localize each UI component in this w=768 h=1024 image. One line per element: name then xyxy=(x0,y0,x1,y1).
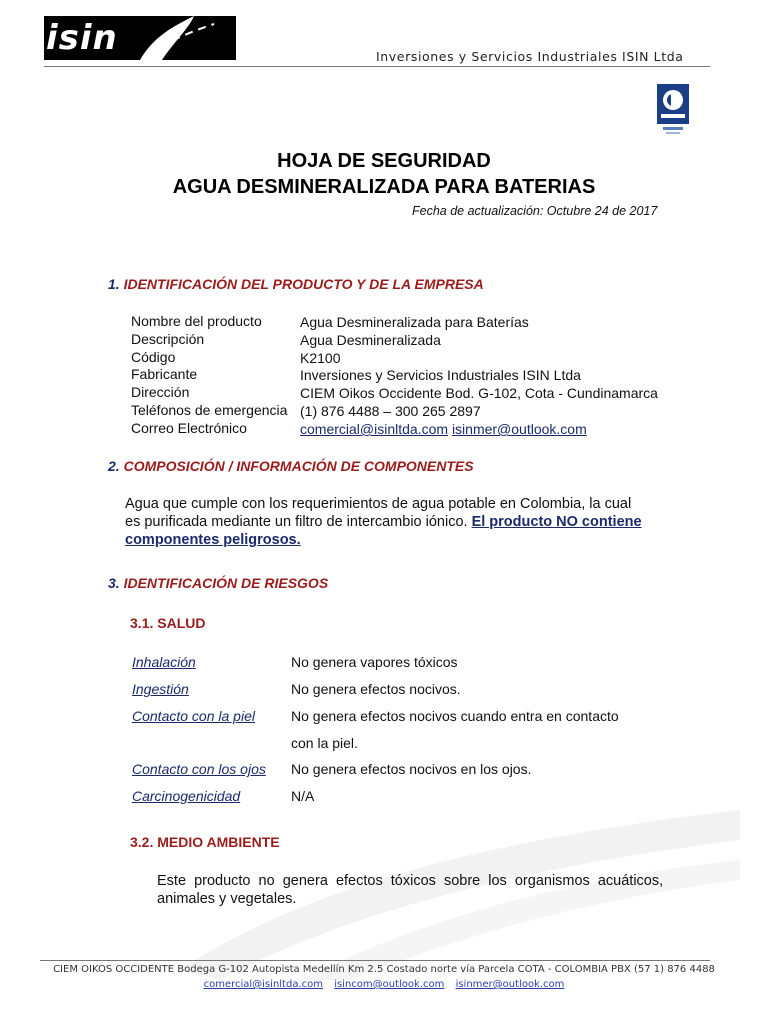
label-description: Descripción xyxy=(131,331,205,347)
label-address: Dirección xyxy=(131,384,190,400)
risk-value-inhalation: No genera vapores tóxicos xyxy=(291,654,458,670)
composition-line-3 xyxy=(125,531,665,549)
risk-value-eye-contact: No genera efectos nocivos en los ojos. xyxy=(291,761,532,777)
value-code: K2100 xyxy=(300,350,341,366)
footer-emails xyxy=(0,979,768,990)
section-1-title: IDENTIFICACIÓN DEL PRODUCTO Y DE LA EMPRESA xyxy=(123,276,484,292)
section-2-number: 2. xyxy=(108,458,120,474)
isin-logo xyxy=(44,16,236,60)
risk-label-ingestion: Ingestión xyxy=(132,681,189,697)
footer-email-comercial[interactable]: comercial@isinltda.com xyxy=(203,979,323,990)
update-date: Fecha de actualización: Octubre 24 de 2017 xyxy=(412,204,658,218)
subsection-environment: 3.2. MEDIO AMBIENTE xyxy=(130,834,280,850)
no-hazard-statement: El producto NO contiene xyxy=(471,514,642,530)
value-address: CIEM Oikos Occidente Bod. G-102, Cota - Cundinamarca xyxy=(300,385,658,401)
risk-value-carcinogenicity: N/A xyxy=(291,788,315,804)
environment-line-1: Este producto no genera efectos tóxicos sobre los organismos acuáticos, xyxy=(157,873,664,889)
product-title: AGUA DESMINERALIZADA PARA BATERIAS xyxy=(172,176,596,198)
risk-label-eye-contact: Contacto con los ojos xyxy=(132,761,266,777)
footer-divider xyxy=(40,960,710,961)
value-emergency-phones: (1) 876 4488 – 300 265 2897 xyxy=(300,403,481,419)
label-emergency-phones: Teléfonos de emergencia xyxy=(131,402,288,418)
composition-paragraph xyxy=(125,495,665,549)
document-title: HOJA DE SEGURIDAD xyxy=(277,150,491,172)
risk-value-skin-contact: No genera efectos nocivos cuando entra en contacto xyxy=(291,708,619,724)
risk-label-inhalation: Inhalación xyxy=(132,654,196,670)
subsection-health: 3.1. SALUD xyxy=(130,615,206,631)
section-3-title: IDENTIFICACIÓN DE RIESGOS xyxy=(123,575,329,591)
value-product-name: Agua Desmineralizada para Baterías xyxy=(300,314,529,330)
section-3-heading xyxy=(108,575,328,591)
risk-value-ingestion: No genera efectos nocivos. xyxy=(291,681,461,697)
section-1-heading xyxy=(108,276,484,292)
section-2-heading xyxy=(108,458,474,474)
footer-email-isinmer[interactable]: isinmer@outlook.com xyxy=(455,979,565,990)
environment-paragraph xyxy=(157,872,667,908)
composition-line-2-text: es purificada mediante un filtro de intercambio iónico. xyxy=(125,514,472,530)
company-name: Inversiones y Servicios Industriales ISIN Ltda xyxy=(376,49,684,64)
label-code: Código xyxy=(131,349,176,365)
email-link-comercial[interactable]: comercial@isinltda.com xyxy=(300,421,449,437)
label-manufacturer: Fabricante xyxy=(131,366,198,382)
value-description: Agua Desmineralizada xyxy=(300,332,441,348)
header-divider xyxy=(44,66,710,67)
email-link-isinmer[interactable]: isinmer@outlook.com xyxy=(451,421,587,437)
risk-label-skin-contact: Contacto con la piel xyxy=(132,708,255,724)
environment-line-2: animales y vegetales. xyxy=(157,891,297,907)
label-email: Correo Electrónico xyxy=(131,420,247,436)
risk-value-skin-contact-cont: con la piel. xyxy=(291,735,358,751)
label-product-name: Nombre del producto xyxy=(131,313,262,329)
footer-address: CIEM OIKOS OCCIDENTE Bodega G-102 Autopista Medellín Km 2.5 Costado norte vía Parcela COTA - COLOMBIA PBX (57 1) 876 4488 xyxy=(53,964,715,975)
logo-text: isin xyxy=(46,18,118,58)
footer-email-isincom[interactable]: isincom@outlook.com xyxy=(334,979,445,990)
section-2-title: COMPOSICIÓN / INFORMACIÓN DE COMPONENTES xyxy=(123,458,474,474)
email-links xyxy=(300,421,587,437)
composition-line-2 xyxy=(125,513,665,531)
value-manufacturer: Inversiones y Servicios Industriales ISIN Ltda xyxy=(300,367,581,383)
risk-label-carcinogenicity: Carcinogenicidad xyxy=(132,788,241,804)
section-3-number: 3. xyxy=(108,575,120,591)
composition-line-1: Agua que cumple con los requerimientos de agua potable en Colombia, la cual xyxy=(125,496,632,512)
section-1-number: 1. xyxy=(108,276,120,292)
certification-seal-icon xyxy=(657,84,689,136)
no-hazard-statement-end: componentes peligrosos. xyxy=(125,532,301,548)
